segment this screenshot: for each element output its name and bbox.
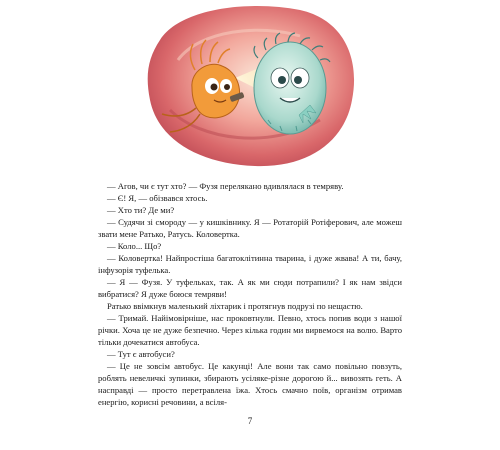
paragraph: — Коло... Що? — [107, 241, 162, 251]
illustration-fuzya-and-ratko — [140, 0, 362, 172]
page-number: 7 — [247, 416, 253, 426]
paragraph: Ратько ввімкнув маленький ліхтарик і протягнув подрузі по нещастю. — [107, 301, 363, 311]
paragraph: — Агов, чи є тут хто? — Фузя перелякано вдивлялася в темряву. — [107, 181, 344, 191]
paragraph: — Судячи зі смороду — у кишківнику. Я — Ротаторій Ротіферович, але можеш звати мене Ратько, Ратусь. Коловертка. — [98, 217, 402, 239]
paragraph: — Тримай. Найімовірніше, нас проковтнули. Певно, хтось попив води з нашої річки. Хоча це не дуже безпечно. Через кілька годин ми вирвемося на волю. Варто тільки дочекатися автобуса. — [98, 313, 402, 347]
paragraph: — Хто ти? Де ми? — [107, 205, 175, 215]
paragraph: — Коловертка! Найпростіша багатоклітинна тварина, і дуже жвава! А ти, бачу, інфузорія туфелька. — [98, 253, 402, 275]
paragraph: — Це не зовсім автобус. Це какунці! Але вони так само повільно повзуть, роблять невеличкі зупинки, збирають усіляке-різне дорогою й... вивозять геть. А насправді — просто перетравлена їжа. Хтось смачно поїв, організм отримав енергію, корисні речовини, а всіля- — [98, 361, 402, 407]
paragraph: — Є! Я, — обізвався хтось. — [107, 193, 208, 203]
paragraph: — Я — Фузя. У туфельках, так. А як ми сюди потрапили? І як нам звідси вибратися? Я дуже боюся темряви! — [98, 277, 402, 299]
story-text — [98, 180, 402, 408]
paragraph: — Тут є автобуси? — [107, 349, 175, 359]
